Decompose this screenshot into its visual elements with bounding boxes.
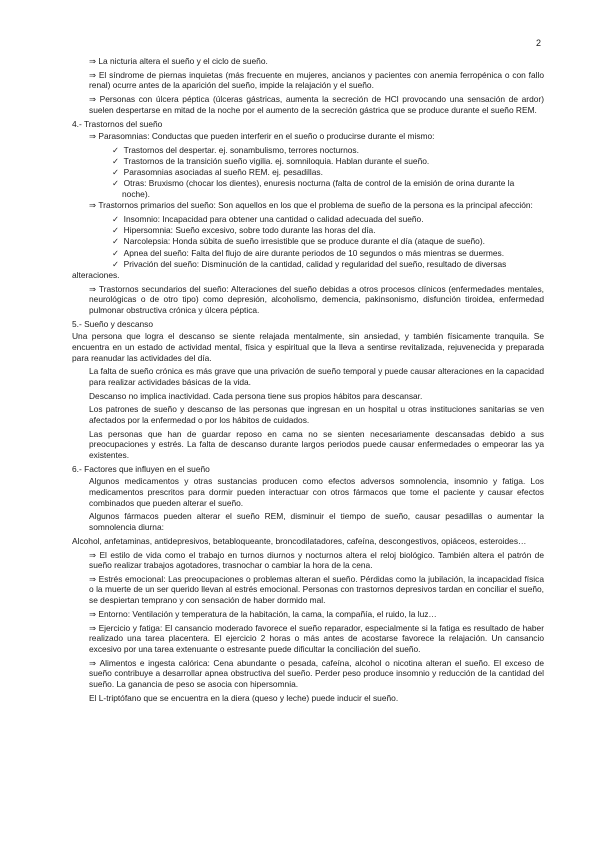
arrow-bullet-paragraph: ⇒ Estrés emocional: Las preocupaciones o problemas alteran el sueño. Pérdidas como la jubilación, la incapacidad física o la muerte de un ser querido llevan al estrés emocional. Personas con trastornos depresivos tardan en conciliar el sueño, se despiertan temprano y con sensación de haber dormido mal.	[72, 574, 544, 606]
checklist-item: ✓ Otras: Bruxismo (chocar los dientes), enuresis nocturna (falta de control de la emisión de orina durante la noche).	[72, 178, 544, 199]
checklist-item: ✓ Insomnio: Incapacidad para obtener una cantidad o calidad adecuada del sueño.	[72, 214, 544, 225]
body-paragraph: Algunos fármacos pueden alterar el sueño REM, disminuir el tiempo de sueño, causar pesadillas o aumentar la somnolencia diurna:	[89, 511, 544, 532]
section-heading: 5.- Sueño y descanso	[72, 318, 154, 329]
body-paragraph: Alcohol, anfetaminas, antidepresivos, betabloqueante, broncodilatadores, cafeína, descongestivos, opiáceos, esteroides…	[72, 535, 527, 546]
page-number: 2	[535, 38, 541, 48]
section-heading: 6.- Factores que influyen en el sueño	[72, 463, 210, 474]
arrow-bullet-paragraph: ⇒ Personas con úlcera péptica (úlceras gástricas, aumenta la secreción de HCl provocando una sensación de ardor) suelen despertarse en mitad de la noche por el aumento de la secreción gástrica que se produce durante el sueño REM.	[72, 94, 544, 115]
body-paragraph: Una persona que logra el descanso se siente relajada mentalmente, sin ansiedad, y también físicamente tranquila. Se encuentra en un estado de actividad mental, física y espiritual que la lleva a sentirse revitalizada, rejuvenecida y preparada para reanudar las actividades del día.	[72, 331, 544, 363]
document-body	[72, 56, 544, 706]
arrow-bullet-paragraph: ⇒ Entorno: Ventilación y temperatura de la habitación, la cama, la compañía, el ruido, la luz…	[72, 609, 544, 620]
body-paragraph: Los patrones de sueño y descanso de las personas que ingresan en un hospital u otras instituciones sanitarias se ven afectados por la enfermedad o por los hábitos de cuidados.	[89, 404, 544, 426]
section-heading: 4.- Trastornos del sueño	[72, 118, 163, 129]
checklist-item: ✓ Apnea del sueño: Falta del flujo de aire durante periodos de 10 segundos o más mientras se duermes.	[72, 248, 544, 259]
arrow-bullet-paragraph: ⇒ Trastornos secundarios del sueño: Alteraciones del sueño debidas a otros procesos clínicos (enfermedades mentales, neurológicas o de otro tipo) como depresión, alcoholismo, demencia, pakinsonismo, disfunción tiroidea, enfermedad pulmonar obstructiva crónica y úlcera péptica.	[72, 284, 544, 316]
body-paragraph: El L-triptófano que se encuentra en la diera (queso y leche) puede inducir el sueño.	[89, 692, 399, 703]
checklist-item: ✓ Narcolepsia: Honda súbita de sueño irresistible que se produce durante el día (ataque de sueño).	[72, 236, 544, 247]
checklist-item: ✓ Trastornos del despertar. ej. sonambulismo, terrores nocturnos.	[72, 145, 544, 156]
checklist-item: ✓ Hipersomnia: Sueño excesivo, sobre todo durante las horas del día.	[72, 225, 544, 236]
body-paragraph: Las personas que han de guardar reposo en cama no se sienten necesariamente descansadas debido a sus preocupaciones y estrés. La falta de descanso durante largos periodos puede causar enfermedades o empeorar las ya existentes.	[89, 428, 544, 460]
body-paragraph: Algunos medicamentos y otras sustancias producen como efectos adversos somnolencia, insomnio y fatiga. Los medicamentos prescritos para dormir pueden interactuar con otros fármacos que tome el paciente y causar efectos combinados que pueden alterar el sueño.	[89, 476, 544, 508]
body-paragraph: La falta de sueño crónica es más grave que una privación de sueño temporal y puede causar alteraciones en la capacidad para realizar actividades básicas de la vida.	[89, 366, 544, 387]
arrow-bullet-paragraph: ⇒ Trastornos primarios del sueño: Son aquellos en los que el problema de sueño de la persona es la principal afección:	[72, 200, 544, 211]
arrow-bullet-paragraph: ⇒ Ejercicio y fatiga: El cansancio moderado favorece el sueño reparador, especialmente si la fatiga es resultado de haber realizado una tarea placentera. El ejercicio 2 horas o más antes de acostarse favorece la relajación. Un cansancio excesivo por una tarea extenuante o estresante puede dificultar la conciliación del sueño.	[72, 623, 544, 655]
arrow-bullet-paragraph: ⇒ La nicturia altera el sueño y el ciclo de sueño.	[72, 56, 544, 67]
arrow-bullet-paragraph: ⇒ El estilo de vida como el trabajo en turnos diurnos y nocturnos altera el reloj biológico. También altera el patrón de sueño realizar trabajos agotadores, trasnochar o cambiar la hora de la cena.	[72, 550, 544, 571]
arrow-bullet-paragraph: ⇒ El síndrome de piernas inquietas (más frecuente en mujeres, ancianos y pacientes con anemia ferropénica o con fallo renal) ocurre antes de la aparición del sueño, impide la relajación y el sueño.	[72, 70, 544, 91]
arrow-bullet-paragraph: ⇒ Alimentos e ingesta calórica: Cena abundante o pesada, cafeína, alcohol o nicotina alteran el sueño. El exceso de sueño contribuye a desarrollar apnea obstructiva del sueño. Perder peso produce insomnio y reducción de la cantidad del sueño. La ganancia de peso se asocia con hipersomnia.	[72, 658, 544, 690]
checklist-item: ✓ Parasomnias asociadas al sueño REM. ej. pesadillas.	[72, 167, 544, 178]
checklist-item: ✓ Privación del sueño: Disminución de la cantidad, calidad y regularidad del sueño, resultado de diversas	[72, 259, 544, 270]
checklist-item: ✓ Trastornos de la transición sueño vigilia. ej. somniloquia. Hablan durante el sueño.	[72, 156, 544, 167]
body-paragraph: Descanso no implica inactividad. Cada persona tiene sus propios hábitos para descansar.	[89, 390, 423, 401]
arrow-bullet-paragraph: ⇒ Parasomnias: Conductas que pueden interferir en el sueño o producirse durante el mismo:	[72, 131, 544, 142]
body-paragraph: alteraciones.	[72, 269, 120, 280]
